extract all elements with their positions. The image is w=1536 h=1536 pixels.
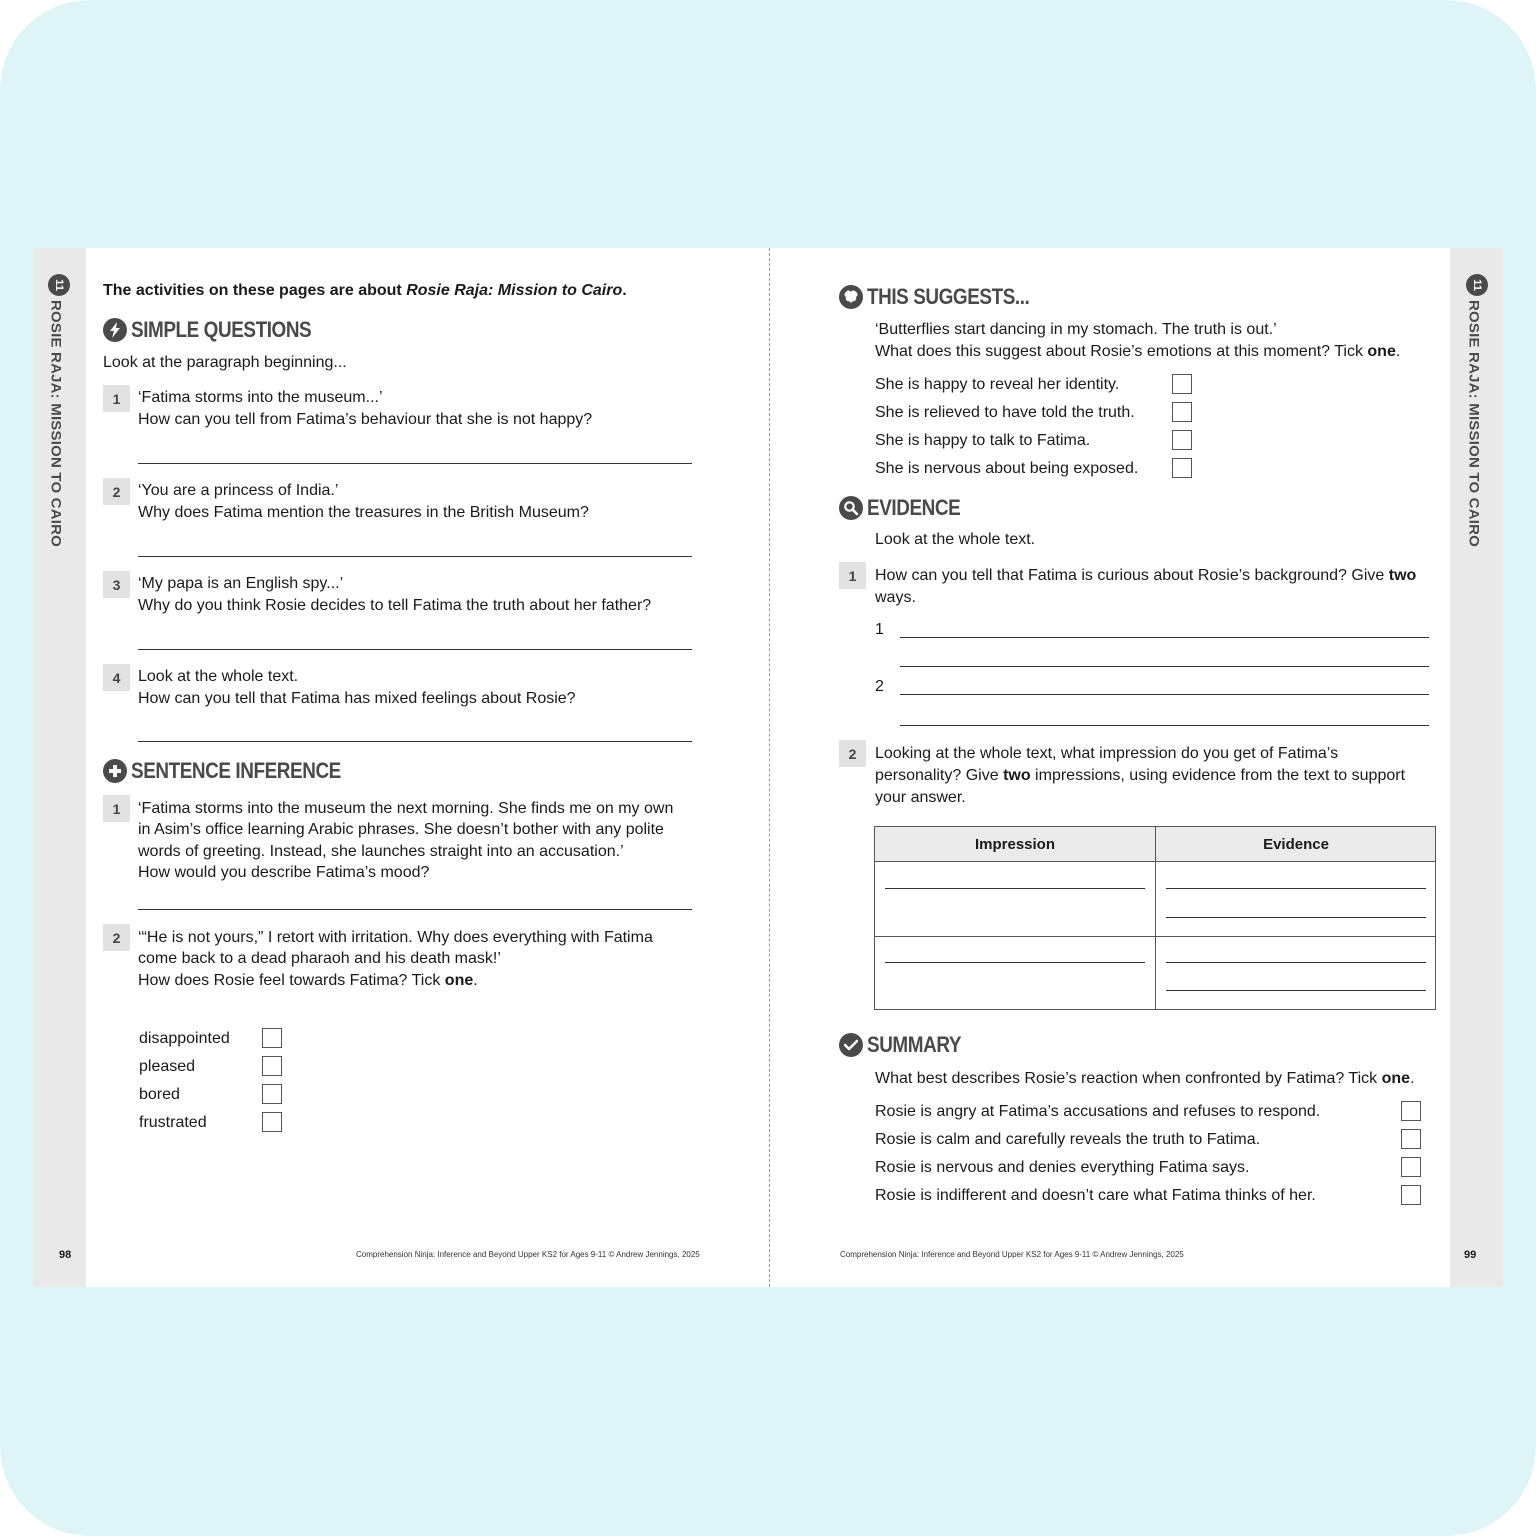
table-header-impression: Impression [974,836,1056,853]
question-text: Why do you think Rosie decides to tell Fatima the truth about her father? [138,597,652,614]
table-answer-line[interactable] [1166,888,1426,889]
question-number: 4 [103,664,130,691]
table-header-evidence: Evidence [1263,836,1329,853]
question-number: 2 [839,740,866,767]
summary-heading: SUMMARY [839,1032,976,1058]
table-answer-line[interactable] [1166,962,1426,963]
question-text: How can you tell from Fatima’s behaviour that she is not happy? [138,411,593,428]
answer-line[interactable] [138,909,692,910]
question-text: How would you describe Fatima’s mood? [138,864,430,881]
quote-text: ‘Butterflies start dancing in my stomach. The truth is out.’ [875,321,1277,338]
tick-box[interactable] [262,1028,282,1048]
question-quote: Look at the whole text. [138,668,299,685]
question-quote: ‘You are a princess of India.’ [138,482,339,499]
page-number-right: 99 [1464,1249,1477,1261]
intro-text: The activities on these pages are about Rosie Raja: Mission to Cairo. [103,282,627,299]
question-number: 2 [103,478,130,505]
option-label: She is relieved to have told the truth. [875,404,1135,421]
evidence-heading: EVIDENCE [839,495,975,521]
question-number: 3 [103,571,130,598]
impression-evidence-table [874,826,1436,1010]
option-label: Rosie is angry at Fatima’s accusations and refuses to respond. [875,1103,1321,1120]
tick-box[interactable] [262,1084,282,1104]
tick-box[interactable] [1172,458,1192,478]
tick-box[interactable] [1401,1101,1421,1121]
tick-box[interactable] [262,1056,282,1076]
tick-box[interactable] [1401,1185,1421,1205]
option-label: She is nervous about being exposed. [875,460,1139,477]
brain-icon [839,285,863,309]
answer-line[interactable] [900,694,1429,695]
plus-circle-icon [103,759,127,783]
option-label: bored [139,1086,180,1103]
question-quote: ‘Fatima storms into the museum...’ [138,389,383,406]
question-text: How can you tell that Fatima is curious about Rosie’s background? Give two [875,567,1417,584]
worksheet-spread [33,248,1503,1287]
left-side-tab [33,248,86,1287]
option-label: frustrated [139,1114,207,1131]
answer-line[interactable] [138,556,692,557]
magnifier-icon [839,496,863,520]
answer-label: 1 [875,621,884,638]
tick-box[interactable] [1172,402,1192,422]
simple-questions-heading: SIMPLE QUESTIONS [103,317,341,343]
option-label: pleased [139,1058,196,1075]
answer-line[interactable] [900,637,1429,638]
simple-questions-instruction: Look at the paragraph beginning... [103,354,347,371]
question-text: in Asim’s office learning Arabic phrases. She doesn’t bother with any polite [138,821,664,838]
page-number-left: 98 [59,1249,72,1261]
tick-box[interactable] [262,1112,282,1132]
table-answer-line[interactable] [1166,990,1426,991]
check-circle-icon [839,1033,863,1057]
question-text: What does this suggest about Rosie’s emotions at this moment? Tick one. [875,343,1401,360]
question-text: What best describes Rosie’s reaction when confronted by Fatima? Tick one. [875,1070,1415,1087]
tick-box[interactable] [1172,430,1192,450]
evidence-instruction: Look at the whole text. [875,531,1036,548]
answer-line[interactable] [138,463,692,464]
table-answer-line[interactable] [885,962,1145,963]
answer-line[interactable] [138,649,692,650]
question-text: Why does Fatima mention the treasures in the British Museum? [138,504,589,521]
table-row-separator [875,936,1435,937]
question-text: come back to a dead pharaoh and his death mask!’ [138,950,501,967]
footer-left: Comprehension Ninja: Inference and Beyond Upper KS2 for Ages 9-11 © Andrew Jennings, 2025 [356,1250,700,1259]
answer-line[interactable] [900,725,1429,726]
option-label: Rosie is calm and carefully reveals the truth to Fatima. [875,1131,1261,1148]
question-number: 1 [839,562,866,589]
table-answer-line[interactable] [885,888,1145,889]
tick-box[interactable] [1401,1129,1421,1149]
answer-line[interactable] [900,666,1429,667]
tick-box[interactable] [1401,1157,1421,1177]
side-title: ROSIE RAJA: MISSION TO CAIRO [47,300,64,548]
option-label: disappointed [139,1030,230,1047]
question-text: your answer. [875,789,966,806]
option-label: She is happy to reveal her identity. [875,376,1120,393]
side-title: ROSIE RAJA: MISSION TO CAIRO [1465,300,1482,548]
question-text: ‘“He is not yours,” I retort with irritation. Why does everything with Fatima [138,929,653,946]
question-text: words of greeting. Instead, she launches straight into an accusation.’ [138,843,624,860]
question-text: ways. [875,589,916,606]
question-number: 1 [103,385,130,412]
option-label: Rosie is nervous and denies everything Fatima says. [875,1159,1250,1176]
answer-line[interactable] [138,741,692,742]
question-number: 2 [103,924,130,951]
page-divider [769,248,770,1287]
question-text: How does Rosie feel towards Fatima? Tick one. [138,972,478,989]
question-quote: ‘My papa is an English spy...’ [138,575,344,592]
right-side-tab [1450,248,1503,1287]
table-column-separator [1155,827,1156,1009]
question-text: personality? Give two impressions, using evidence from the text to support [875,767,1406,784]
this-suggests-heading: THIS SUGGESTS... [839,284,1056,310]
question-text: Looking at the whole text, what impression do you get of Fatima’s [875,745,1339,762]
footer-right: Comprehension Ninja: Inference and Beyond Upper KS2 for Ages 9-11 © Andrew Jennings, 2025 [840,1250,1184,1259]
chapter-badge: 11 [48,274,70,296]
sentence-inference-heading: SENTENCE INFERENCE [103,758,375,784]
option-label: She is happy to talk to Fatima. [875,432,1091,449]
lightning-icon [103,318,127,342]
table-answer-line[interactable] [1166,917,1426,918]
question-text: ‘Fatima storms into the museum the next morning. She finds me on my own [138,800,674,817]
option-label: Rosie is indifferent and doesn’t care what Fatima thinks of her. [875,1187,1316,1204]
question-text: How can you tell that Fatima has mixed feelings about Rosie? [138,690,576,707]
answer-label: 2 [875,678,884,695]
tick-box[interactable] [1172,374,1192,394]
question-number: 1 [103,795,130,822]
chapter-badge: 11 [1466,274,1488,296]
